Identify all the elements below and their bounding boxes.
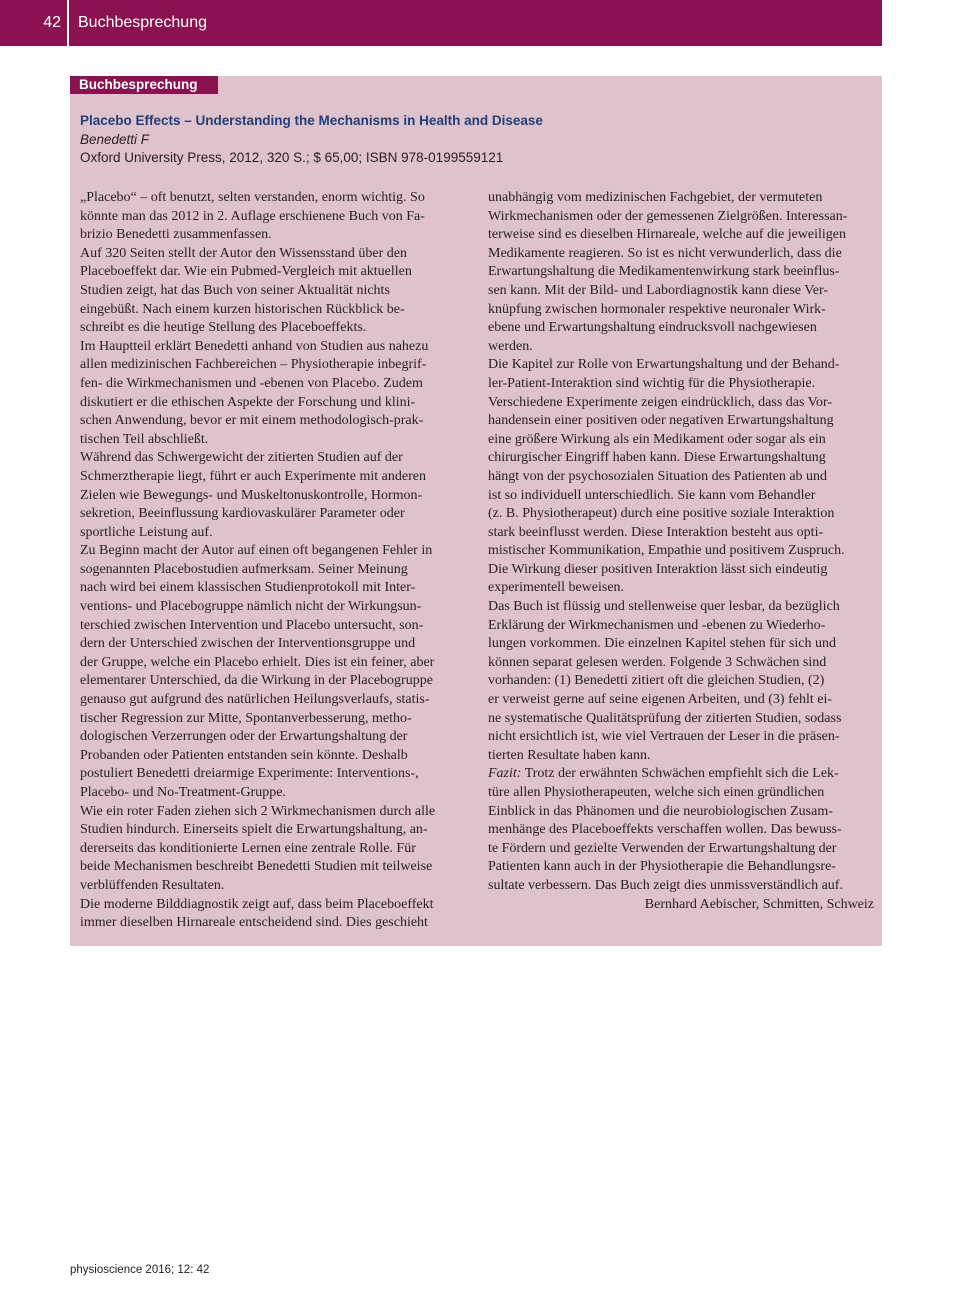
text-line: eine größere Wirkung als ein Medikament oder sogar als ein [488,431,826,447]
text-line: dern der Unterschied zwischen der Interventionsgruppe und [80,636,416,652]
text-line: lungen vorkommen. Die einzelnen Kapitel stehen für sich und [488,636,836,652]
text-line: Studien zeigt, hat das Buch von seiner Aktualität nichts [80,282,390,298]
text-line: genauso gut aufgrund des natürlichen Heilungsverlaufs, statis- [80,692,430,708]
text-line: ventions- und Placebogruppe nämlich nicht der Wirkungsun- [80,599,422,615]
text-line: sultate verbessern. Das Buch zeigt dies unmissverständlich auf. [488,877,843,893]
text-line: verblüffenden Resultaten. [80,877,225,893]
text-line: Erklärung der Wirkmechanismen und -ebenen zu Wiederho- [488,617,826,633]
text-line: Einblick in das Phänomen und die neurobiologischen Zusam- [488,803,833,819]
fazit-text: Trotz der erwähnten Schwächen empfiehlt sich die Lek- [521,766,839,782]
text-line: stark beeinflusst werden. Diese Interaktion besteht aus opti- [488,524,824,540]
text-line: Während das Schwergewicht der zitierten Studien auf der [80,450,403,466]
text-line: ebene und Erwartungshaltung eindrucksvoll nachgewiesen [488,320,817,336]
text-line: elementarer Unterschied, da die Wirkung in der Placebogruppe [80,673,433,689]
right-text-lines [488,189,874,765]
text-line: Schmerztherapie liegt, führt er auch Experimente mit anderen [80,468,426,484]
text-line: schreibt es die heutige Stellung des Placeboeffekts. [80,320,367,336]
text-line: Placebo- und No-Treatment-Gruppe. [80,785,286,800]
text-line: ist so individuell unterschiedlich. Sie kann vom Behandler [488,487,816,503]
text-line: allen medizinischen Fachbereichen – Physiotherapie inbegrif- [80,357,427,373]
text-line: ne systematische Qualitätsprüfung der zitierten Studien, sodass [488,710,842,726]
text-line: sen kann. Mit der Bild- und Labordiagnostik kann diese Ver- [488,282,829,298]
review-tag: Buchbesprechung [70,76,218,94]
text-line: menhänge des Placeboeffekts verschaffen wollen. Das bewuss- [488,822,842,838]
text-line: tischen Teil abschließt. [80,431,209,447]
text-line: Auf 320 Seiten stellt der Autor den Wissensstand über den [80,245,407,261]
text-line: Placeboeffekt dar. Wie ein Pubmed-Vergleich mit aktuellen [80,264,412,280]
book-author: Benedetti F [80,131,150,147]
text-line: Zielen wie Bewegungs- und Muskeltonuskontrolle, Hormon- [80,487,423,503]
text-line: sportliche Leistung auf. [80,524,213,540]
text-line: diskutiert er die ethischen Aspekte der Forschung und klini- [80,394,416,410]
text-line: tierten Resultate haben kann. [488,747,651,763]
reviewer-signature: Bernhard Aebischer, Schmitten, Schweiz [644,896,874,912]
page-number: 42 [43,14,61,31]
text-line: Probanden oder Patienten entstanden sein könnte. Deshalb [80,747,408,763]
fazit-label: Fazit: [488,766,522,782]
text-line: könnte man das 2012 in 2. Auflage erschienene Buch von Fa- [80,208,425,224]
fazit-line [488,765,874,784]
text-line: mistischer Kommunikation, Empathie und positivem Zuspruch. [488,543,845,559]
section-title: Buchbesprechung [78,14,207,31]
text-line: Wirkmechanismen oder der gemessenen Zielgrößen. Interessan- [488,208,848,224]
text-line: tischer Regression zur Mitte, Spontanverbesserung, metho- [80,710,412,726]
text-line: sekretion, Beeinflussung kardiovaskulärer Parameter oder [80,506,405,522]
review-column-right [488,189,874,914]
text-line: eingebüßt. Nach einem kurzen historischen Rückblick be- [80,301,405,317]
text-line: Im Hauptteil erklärt Benedetti anhand von Studien aus nahezu [80,338,429,354]
text-line: immer dieselben Hirnareale entscheidend sind. Dies geschieht [80,915,428,931]
text-line: handensein einer positiven oder negativen Erwartungshaltung [488,413,834,429]
book-info [80,112,543,168]
text-line: nicht ersichtlich ist, wie viel Vertrauen der Leser in die präsen- [488,729,840,745]
text-line: werden. [488,338,533,354]
text-line: knüpfung zwischen hormonaler respektive neuronaler Wirk- [488,301,826,317]
text-line: Die Kapitel zur Rolle von Erwartungshaltung und der Behand- [488,357,840,373]
text-line: Patienten kann auch in der Physiotherapie die Behandlungsre- [488,859,836,875]
right-text-lines-conclusion [488,784,874,896]
text-line: unabhängig vom medizinischen Fachgebiet, der vermuteten [488,190,823,205]
text-line: fen- die Wirkmechanismen und -ebenen von Placebo. Zudem [80,375,423,391]
text-line: terweise sind es dieselben Hirnareale, welche auf die jeweiligen [488,227,847,243]
text-line: er verweist gerne auf seine eigenen Arbeiten, und (3) fehlt ei- [488,692,833,708]
left-text-lines [80,189,466,933]
text-line: beide Mechanismen beschreibt Benedetti Studien mit teilweise [80,859,433,875]
text-line: „Placebo“ – oft benutzt, selten verstanden, enorm wichtig. So [80,190,425,205]
text-line: Studien hindurch. Einerseits spielt die Erwartungshaltung, an- [80,822,428,838]
text-line: Zu Beginn macht der Autor auf einen oft begangenen Fehler in [80,543,433,559]
book-publication: Oxford University Press, 2012, 320 S.; $ 65,00; ISBN 978-0199559121 [80,150,504,165]
text-line: nach wird bei einem klassischen Studienprotokoll mit Inter- [80,580,416,596]
text-line: Die moderne Bilddiagnostik zeigt auf, dass beim Placeboeffekt [80,896,434,912]
text-line: postuliert Benedetti dreiarmige Experimente: Interventions-, [80,766,419,782]
text-line: sogenannten Placebostudien aufmerksam. Seiner Meinung [80,561,408,577]
text-line: brizio Benedetti zusammenfassen. [80,227,272,243]
book-review-box [70,76,882,946]
text-line: schen Anwendung, bevor er mit einem methodologisch-prak- [80,413,424,429]
text-line: chirurgischer Eingriff haben kann. Diese Erwartungshaltung [488,450,826,466]
text-line: Medikamente reagieren. So ist es nicht verwunderlich, dass die [488,245,842,261]
text-line: der Gruppe, welche ein Placebo erhielt. Dies ist ein feiner, aber [80,654,435,670]
header-bar [0,0,882,46]
text-line: hängt von der psychosozialen Situation des Patienten ab und [488,468,828,484]
text-line: te Fördern und gezielte Verwenden der Erwartungshaltung der [488,840,837,856]
text-line: experimentell beweisen. [488,580,625,596]
book-title: Placebo Effects – Understanding the Mechanisms in Health and Disease [80,113,543,128]
text-line: Das Buch ist flüssig und stellenweise quer lesbar, da bezüglich [488,599,840,615]
text-line: Erwartungshaltung die Medikamentenwirkung stark beeinflus- [488,264,840,280]
review-column-left [80,189,466,933]
text-line: Die Wirkung dieser positiven Interaktion lässt sich eindeutig [488,561,828,577]
text-line: dererseits das konditionierte Lernen eine zentrale Rolle. Für [80,840,416,856]
text-line: dologischen Verzerrungen oder der Erwartungshaltung der [80,729,408,745]
text-line: ler-Patient-Interaktion sind wichtig für die Physiotherapie. [488,375,816,391]
text-line: Wie ein roter Faden ziehen sich 2 Wirkmechanismen durch alle [80,803,436,819]
text-line: terschied zwischen Intervention und Placebo untersucht, son- [80,617,424,633]
text-line: können separat gelesen werden. Folgende 3 Schwächen sind [488,654,827,670]
text-line: (z. B. Physiotherapeut) durch eine positive soziale Interaktion [488,506,835,522]
text-line: türe allen Physiotherapeuten, welche sich einen gründlichen [488,785,825,800]
text-line: Verschiedene Experimente zeigen eindrücklich, dass das Vor- [488,394,833,410]
footer-citation: physioscience 2016; 12: 42 [70,1264,210,1276]
text-line: vorhanden: (1) Benedetti zitiert oft die gleichen Studien, (2) [488,673,825,689]
